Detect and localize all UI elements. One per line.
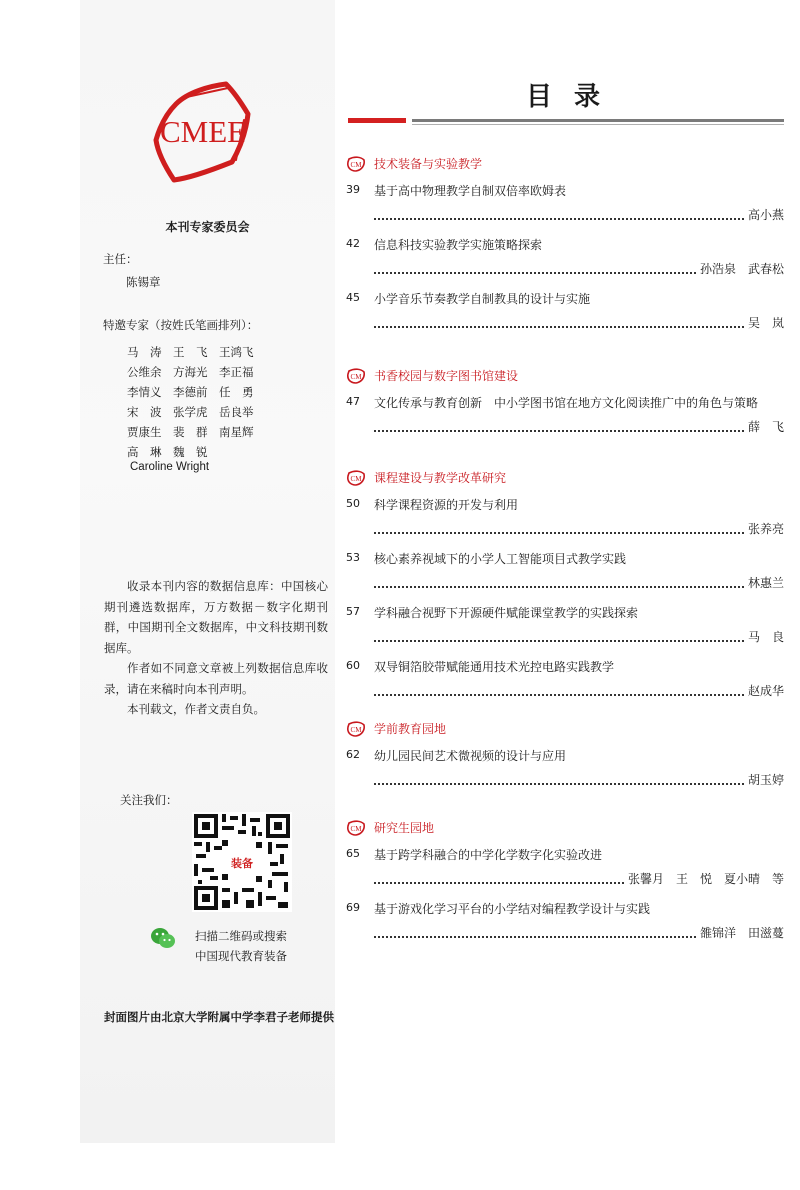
dot-leader <box>374 936 696 938</box>
article-authors: 胡玉婷 <box>747 773 784 787</box>
article-authors: 薛 飞 <box>747 420 784 434</box>
qr-code[interactable] <box>192 812 292 912</box>
article-page-number: 62 <box>346 748 360 761</box>
article-title[interactable]: 幼儿园民间艺术微视频的设计与应用 <box>374 749 567 763</box>
article-page-number: 47 <box>346 395 360 408</box>
article-author-line <box>374 628 784 646</box>
article-author-line <box>374 771 784 789</box>
article-author-line <box>374 870 784 888</box>
article-author-line <box>374 314 784 332</box>
dot-leader <box>374 218 744 220</box>
expert-row: 高 琳 魏 锐 <box>127 445 208 459</box>
article-page-number: 39 <box>346 183 360 196</box>
svg-text:CM: CM <box>350 726 362 734</box>
article-authors: 吴 岚 <box>747 316 784 330</box>
expert-row: 贾康生 裴 群 南星辉 <box>127 425 254 439</box>
notice-paragraph: 收录本刊内容的数据信息库：中国核心期刊遴选数据库，万方数据－数字化期刊群，中国期刊全文数据库，中文科技期刊数据库。 <box>104 579 328 655</box>
committee-title: 本刊专家委员会 <box>165 220 250 234</box>
article-authors: 雒锦洋 田滋蔓 <box>699 926 784 940</box>
svg-text:CM: CM <box>350 475 362 483</box>
article-authors: 张馨月 王 悦 夏小晴 等 <box>627 872 784 886</box>
cover-credit: 封面图片由北京大学附属中学李君子老师提供 <box>104 1010 334 1024</box>
svg-text:CM: CM <box>350 373 362 381</box>
article-page-number: 45 <box>346 291 360 304</box>
article-page-number: 65 <box>346 847 360 860</box>
article-title[interactable]: 小学音乐节奏教学自制教具的设计与实施 <box>374 292 591 306</box>
article-title[interactable]: 双导铜箔胶带赋能通用技术光控电路实践教学 <box>374 660 615 674</box>
title-rule-accent <box>348 118 406 123</box>
title-rule-thin <box>412 124 784 125</box>
expert-row: 宋 波 张学虎 岳良举 <box>127 405 254 419</box>
article-page-number: 50 <box>346 497 360 510</box>
svg-text:CM: CM <box>350 161 362 169</box>
qr-code-icon <box>192 812 292 912</box>
director-label: 主任： <box>103 252 138 266</box>
dot-leader <box>374 694 744 696</box>
dot-leader <box>374 532 744 534</box>
article-title[interactable]: 基于游戏化学习平台的小学结对编程教学设计与实践 <box>374 902 651 916</box>
article-author-line <box>374 418 784 436</box>
article-page-number: 42 <box>346 237 360 250</box>
article-authors: 赵成华 <box>747 684 784 698</box>
section-title: 课程建设与教学改革研究 <box>374 471 507 485</box>
article-title[interactable]: 基于跨学科融合的中学化学数字化实验改进 <box>374 848 603 862</box>
logo-text: CMEE <box>160 114 247 149</box>
dot-leader <box>374 430 744 432</box>
wechat-icon <box>150 926 176 950</box>
article-authors: 张养亮 <box>747 522 784 536</box>
dot-leader <box>374 272 696 274</box>
article-title[interactable]: 科学课程资源的开发与利用 <box>374 498 519 512</box>
section-title: 学前教育园地 <box>374 722 447 736</box>
qr-center-label: 装备 <box>231 857 253 870</box>
article-authors: 林惠兰 <box>747 576 784 590</box>
article-author-line <box>374 924 784 942</box>
section-title: 技术装备与实验教学 <box>374 157 483 171</box>
article-page-number: 69 <box>346 901 360 914</box>
notice-paragraph: 本刊载文，作者文责自负。 <box>127 702 265 716</box>
article-page-number: 53 <box>346 551 360 564</box>
article-author-line <box>374 574 784 592</box>
dot-leader <box>374 783 744 785</box>
expert-english-name: Caroline Wright <box>130 461 210 473</box>
article-title[interactable]: 学科融合视野下开源硬件赋能课堂教学的实践探索 <box>374 606 639 620</box>
svg-text:CM: CM <box>350 825 362 833</box>
section-logo-icon <box>346 820 366 836</box>
article-title[interactable]: 信息科技实验教学实施策略探索 <box>374 238 543 252</box>
article-title[interactable]: 基于高中物理教学自制双倍率欧姆表 <box>374 184 567 198</box>
article-page-number: 60 <box>346 659 360 672</box>
section-logo-icon <box>346 721 366 737</box>
article-title[interactable]: 文化传承与教育创新 中小学图书馆在地方文化阅读推广中的角色与策略 <box>374 396 759 410</box>
notice-paragraph: 作者如不同意文章被上列数据信息库收录，请在来稿时向本刊声明。 <box>104 661 328 696</box>
wechat-account-name: 中国现代教育装备 <box>195 949 287 963</box>
scan-instructions <box>195 926 287 966</box>
page-title: 目录 <box>526 82 623 112</box>
section-title: 书香校园与数字图书馆建设 <box>374 369 519 383</box>
dot-leader <box>374 326 744 328</box>
expert-row: 马 涛 王 飞 王鸿飞 <box>127 345 254 359</box>
article-author-line <box>374 206 784 224</box>
scan-line: 扫描二维码或搜索 <box>195 929 287 943</box>
cmee-logo <box>148 74 258 184</box>
article-page-number: 57 <box>346 605 360 618</box>
expert-row: 公维余 方海光 李正福 <box>127 365 254 379</box>
dot-leader <box>374 586 744 588</box>
follow-label: 关注我们： <box>120 793 178 807</box>
dot-leader <box>374 640 744 642</box>
section-logo-icon <box>346 368 366 384</box>
article-author-line <box>374 520 784 538</box>
article-authors: 马 良 <box>747 630 784 644</box>
article-authors: 孙浩泉 武春松 <box>699 262 784 276</box>
article-title[interactable]: 核心素养视域下的小学人工智能项目式教学实践 <box>374 552 627 566</box>
title-rule <box>412 119 784 122</box>
experts-label: 特邀专家（按姓氏笔画排列）： <box>103 318 259 332</box>
article-author-line <box>374 682 784 700</box>
section-logo-icon <box>346 156 366 172</box>
expert-row: 李情义 李德前 任 勇 <box>127 385 254 399</box>
article-authors: 高小燕 <box>747 208 784 222</box>
section-title: 研究生园地 <box>374 821 435 835</box>
database-notice <box>104 576 328 720</box>
dot-leader <box>374 882 624 884</box>
article-author-line <box>374 260 784 278</box>
director-name: 陈锡章 <box>126 275 161 289</box>
section-logo-icon <box>346 470 366 486</box>
